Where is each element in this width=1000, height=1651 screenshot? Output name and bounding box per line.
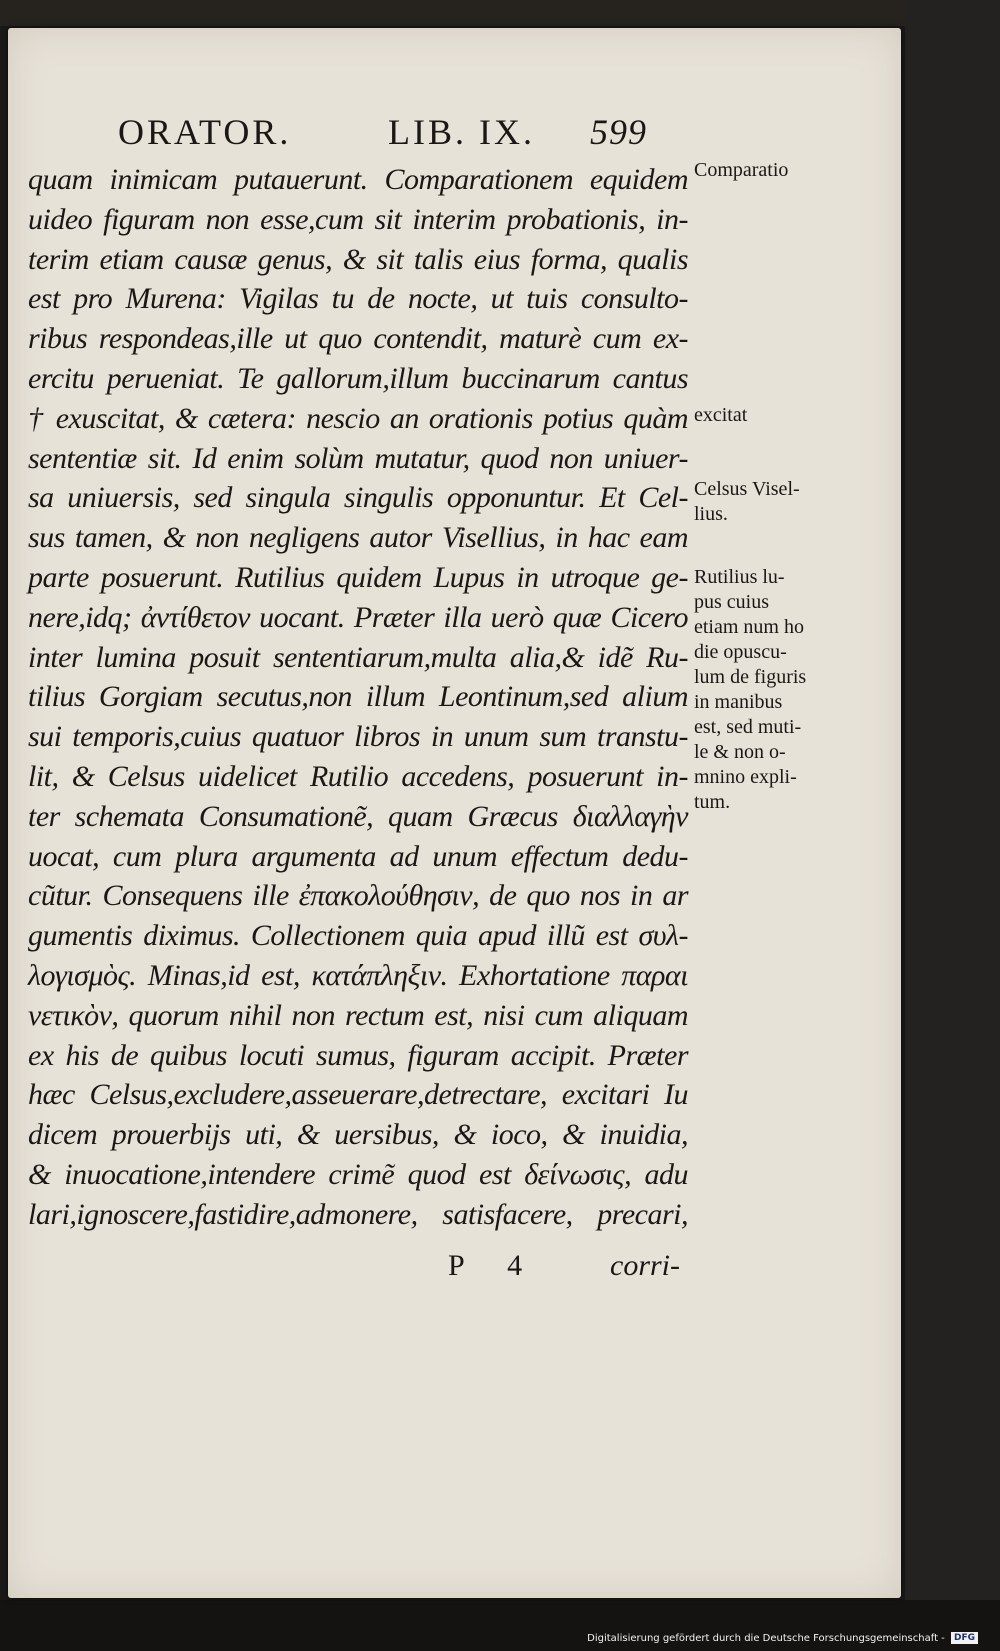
running-book-number: LIB. IX.: [388, 112, 535, 152]
note-line: mnino expli-: [694, 766, 797, 788]
text-line: sus tamen, & non negligens autor Visellius, in hac eam: [28, 521, 688, 555]
text-line: sententiæ sit. Id enim solùm mutatur, quod non uniuer-: [28, 441, 688, 475]
text-line: tilius Gorgiam secutus,non illum Leontinum,sed alium: [28, 680, 688, 714]
page-number: 599: [590, 112, 647, 152]
text-line: sui temporis,cuius quatuor libros in unum sum transtu-: [28, 720, 688, 754]
note-line: Comparatio: [694, 159, 789, 181]
note-line: pus cuius: [694, 591, 769, 613]
text-line: ex his de quibus locuti sumus, figuram accipit. Præter: [28, 1038, 688, 1072]
note-line: Celsus Visel-: [694, 478, 800, 500]
text-line: ercitu perueniat. Te gallorum,illum buccinarum cantus: [28, 361, 688, 395]
text-line: parte posuerunt. Rutilius quidem Lupus in utroque ge-: [28, 560, 688, 594]
running-title: ORATOR.: [118, 112, 292, 152]
catchword: corri-: [610, 1249, 680, 1282]
text-line: & inuocatione,intendere crimẽ quod est δείνωσις, adu: [28, 1157, 688, 1191]
note-line: lum de figuris: [694, 666, 807, 688]
text-line: nere,idq; ἀντίθετον uocant. Præter illa uerò quæ Cicero: [28, 600, 688, 634]
note-line: le & non o-: [694, 741, 786, 763]
text-line: lari,ignoscere,fastidire,admonere, satisfacere, precari,: [28, 1197, 688, 1231]
text-line: uideo figuram non esse,cum sit interim probationis, in-: [28, 202, 688, 236]
note-line: die opuscu-: [694, 641, 787, 663]
note-line: tum.: [694, 791, 731, 813]
marginal-note-comparatio: [694, 158, 788, 183]
marginal-note-excitat: [694, 403, 747, 428]
dfg-logo-icon: DFG: [951, 1632, 978, 1644]
text-line: cũtur. Consequens ille ἐπακολούθησιν, de quo nos in ar: [28, 879, 688, 913]
text-line: uocat, cum plura argumenta ad unum effectum dedu-: [28, 839, 688, 873]
note-line: in manibus: [694, 691, 783, 713]
funding-notice: [587, 1631, 978, 1647]
note-line: excitat: [694, 404, 748, 426]
text-line: gumentis diximus. Collectionem quia apud illũ est συλ-: [28, 919, 688, 953]
note-line: Rutilius lu-: [694, 566, 785, 588]
text-line: sa uniuersis, sed singula singulis opponuntur. Et Cel-: [28, 481, 688, 515]
note-line: etiam num ho: [694, 616, 804, 638]
marginal-note-rutilius: [694, 565, 806, 815]
marginal-note-celsus: [694, 477, 800, 527]
note-line: lius.: [694, 503, 728, 525]
note-line: est, sed muti-: [694, 716, 802, 738]
text-line: ribus respondeas,ille ut quo contendit, maturè cum ex-: [28, 322, 688, 356]
text-line: inter lumina posuit sententiarum,multa alia,& idẽ Ru-: [28, 640, 688, 674]
text-line: νετικὸν, quorum nihil non rectum est, nisi cum aliquam: [28, 998, 688, 1032]
text-line: lit, & Celsus uidelicet Rutilio accedens, posuerunt in-: [28, 759, 688, 793]
text-line: dicem prouerbijs uti, & uersibus, & ioco, & inuidia,: [28, 1118, 688, 1152]
funding-notice-text: Digitalisierung gefördert durch die Deutsche Forschungsgemeinschaft -: [587, 1633, 945, 1644]
text-line: quam inimicam putauerunt. Comparationem equidem: [28, 163, 688, 196]
text-line: est pro Murena: Vigilas tu de nocte, ut tuis consulto-: [28, 282, 688, 316]
text-line: hæc Celsus,excludere,asseuerare,detrectare, excitari Iu: [28, 1078, 688, 1112]
body-text: [28, 160, 688, 1235]
text-line: terim etiam causæ genus, & sit talis eius forma, qualis: [28, 242, 688, 276]
text-line: † exuscitat, & cætera: nescio an orationis potius quàm: [28, 401, 688, 435]
text-line: λογισμὸς. Minas,id est, κατάπληξιν. Exhortatione παραι: [28, 958, 688, 992]
text-line: ter schemata Consumationẽ, quam Græcus διαλλαγὴν: [28, 799, 688, 833]
signature-mark: P 4: [448, 1249, 541, 1282]
